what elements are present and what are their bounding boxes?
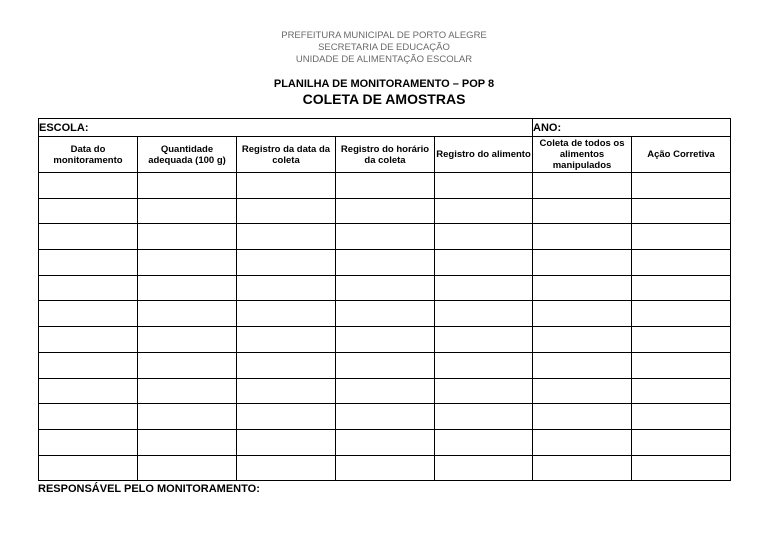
table-cell[interactable] bbox=[138, 275, 237, 301]
table-cell[interactable] bbox=[533, 301, 632, 327]
table-cell[interactable] bbox=[336, 455, 435, 481]
table-cell[interactable] bbox=[138, 250, 237, 276]
table-cell[interactable] bbox=[39, 224, 138, 250]
table-cell[interactable] bbox=[237, 250, 336, 276]
table-cell[interactable] bbox=[632, 429, 731, 455]
table-cell[interactable] bbox=[435, 378, 533, 404]
table-cell[interactable] bbox=[435, 404, 533, 430]
table-cell[interactable] bbox=[39, 378, 138, 404]
table-cell[interactable] bbox=[237, 378, 336, 404]
table-cell[interactable] bbox=[336, 378, 435, 404]
col-header-data-coleta: Registro da data da coleta bbox=[237, 137, 336, 173]
org-line-secretariat: SECRETARIA DE EDUCAÇÃO bbox=[318, 42, 450, 53]
table-cell[interactable] bbox=[237, 327, 336, 353]
table-cell[interactable] bbox=[39, 250, 138, 276]
table-cell[interactable] bbox=[632, 327, 731, 353]
table-row bbox=[39, 301, 731, 327]
table-cell[interactable] bbox=[138, 173, 237, 199]
table-row bbox=[39, 455, 731, 481]
table-cell[interactable] bbox=[533, 378, 632, 404]
org-line-municipality: PREFEITURA MUNICIPAL DE PORTO ALEGRE bbox=[281, 30, 487, 41]
document-title: PLANILHA DE MONITORAMENTO – POP 8 bbox=[273, 78, 495, 90]
table-cell[interactable] bbox=[435, 301, 533, 327]
table-cell[interactable] bbox=[237, 429, 336, 455]
table-cell[interactable] bbox=[237, 198, 336, 224]
table-cell[interactable] bbox=[435, 173, 533, 199]
table-cell[interactable] bbox=[336, 352, 435, 378]
col-header-acao-corretiva: Ação Corretiva bbox=[632, 137, 731, 173]
table-cell[interactable] bbox=[533, 173, 632, 199]
table-cell[interactable] bbox=[533, 250, 632, 276]
table-cell[interactable] bbox=[336, 301, 435, 327]
school-year-row bbox=[39, 119, 731, 137]
table-cell[interactable] bbox=[632, 352, 731, 378]
table-cell[interactable] bbox=[435, 327, 533, 353]
table-cell[interactable] bbox=[435, 250, 533, 276]
table-cell[interactable] bbox=[336, 250, 435, 276]
table-cell[interactable] bbox=[138, 224, 237, 250]
table-cell[interactable] bbox=[237, 173, 336, 199]
org-header bbox=[0, 30, 768, 66]
table-body bbox=[39, 173, 731, 481]
table-cell[interactable] bbox=[39, 352, 138, 378]
table-cell[interactable] bbox=[237, 404, 336, 430]
table-row bbox=[39, 352, 731, 378]
table-cell[interactable] bbox=[632, 224, 731, 250]
ano-field[interactable]: ANO: bbox=[533, 119, 731, 137]
table-row bbox=[39, 250, 731, 276]
table-cell[interactable] bbox=[435, 275, 533, 301]
table-cell[interactable] bbox=[336, 429, 435, 455]
table-cell[interactable] bbox=[39, 301, 138, 327]
table-cell[interactable] bbox=[632, 301, 731, 327]
table-cell[interactable] bbox=[632, 378, 731, 404]
table-cell[interactable] bbox=[632, 275, 731, 301]
table-cell[interactable] bbox=[533, 224, 632, 250]
table-cell[interactable] bbox=[237, 275, 336, 301]
table-cell[interactable] bbox=[632, 404, 731, 430]
table-cell[interactable] bbox=[138, 404, 237, 430]
col-header-data-monitoramento: Data do monitoramento bbox=[39, 137, 138, 173]
table-cell[interactable] bbox=[336, 198, 435, 224]
table-cell[interactable] bbox=[237, 352, 336, 378]
table-cell[interactable] bbox=[336, 327, 435, 353]
col-header-coleta-todos: Coleta de todos os alimentos manipulados bbox=[533, 137, 632, 173]
table-cell[interactable] bbox=[138, 429, 237, 455]
org-line-unit: UNIDADE DE ALIMENTAÇÃO ESCOLAR bbox=[295, 54, 473, 65]
table-cell[interactable] bbox=[632, 173, 731, 199]
table-cell[interactable] bbox=[39, 429, 138, 455]
table-cell[interactable] bbox=[435, 352, 533, 378]
table-cell[interactable] bbox=[533, 455, 632, 481]
table-cell[interactable] bbox=[138, 327, 237, 353]
table-cell[interactable] bbox=[632, 250, 731, 276]
table-row bbox=[39, 173, 731, 199]
table-cell[interactable] bbox=[336, 404, 435, 430]
table-row bbox=[39, 224, 731, 250]
table-cell[interactable] bbox=[336, 224, 435, 250]
table-cell[interactable] bbox=[138, 352, 237, 378]
table-cell[interactable] bbox=[632, 455, 731, 481]
table-cell[interactable] bbox=[138, 301, 237, 327]
table-cell[interactable] bbox=[138, 455, 237, 481]
escola-field[interactable]: ESCOLA: bbox=[39, 119, 533, 137]
table-cell[interactable] bbox=[533, 198, 632, 224]
table-cell[interactable] bbox=[632, 198, 731, 224]
table-cell[interactable] bbox=[237, 224, 336, 250]
table-row bbox=[39, 404, 731, 430]
table-cell[interactable] bbox=[533, 327, 632, 353]
column-header-row bbox=[39, 137, 731, 173]
table-cell[interactable] bbox=[39, 173, 138, 199]
table-cell[interactable] bbox=[237, 301, 336, 327]
table-cell[interactable] bbox=[39, 275, 138, 301]
table-cell[interactable] bbox=[138, 198, 237, 224]
table-cell[interactable] bbox=[39, 455, 138, 481]
monitoring-table bbox=[38, 118, 731, 481]
col-header-alimento: Registro do alimento bbox=[435, 137, 533, 173]
table-cell[interactable] bbox=[435, 429, 533, 455]
table-cell[interactable] bbox=[39, 198, 138, 224]
table-row bbox=[39, 198, 731, 224]
table-row bbox=[39, 429, 731, 455]
col-header-horario-coleta: Registro do horário da coleta bbox=[336, 137, 435, 173]
table-cell[interactable] bbox=[336, 275, 435, 301]
table-row bbox=[39, 275, 731, 301]
table-cell[interactable] bbox=[39, 327, 138, 353]
col-header-quantidade: Quantidade adequada (100 g) bbox=[138, 137, 237, 173]
table-cell[interactable] bbox=[435, 455, 533, 481]
table-row bbox=[39, 327, 731, 353]
responsavel-label: RESPONSÁVEL PELO MONITORAMENTO: bbox=[38, 483, 260, 495]
table-cell[interactable] bbox=[435, 224, 533, 250]
table-cell[interactable] bbox=[533, 429, 632, 455]
table-cell[interactable] bbox=[435, 198, 533, 224]
table-row bbox=[39, 378, 731, 404]
table-cell[interactable] bbox=[533, 275, 632, 301]
document-subtitle: COLETA DE AMOSTRAS bbox=[302, 91, 466, 107]
table-cell[interactable] bbox=[138, 378, 237, 404]
table-cell[interactable] bbox=[533, 352, 632, 378]
table-cell[interactable] bbox=[533, 404, 632, 430]
table-cell[interactable] bbox=[39, 404, 138, 430]
table-cell[interactable] bbox=[336, 173, 435, 199]
table-cell[interactable] bbox=[237, 455, 336, 481]
